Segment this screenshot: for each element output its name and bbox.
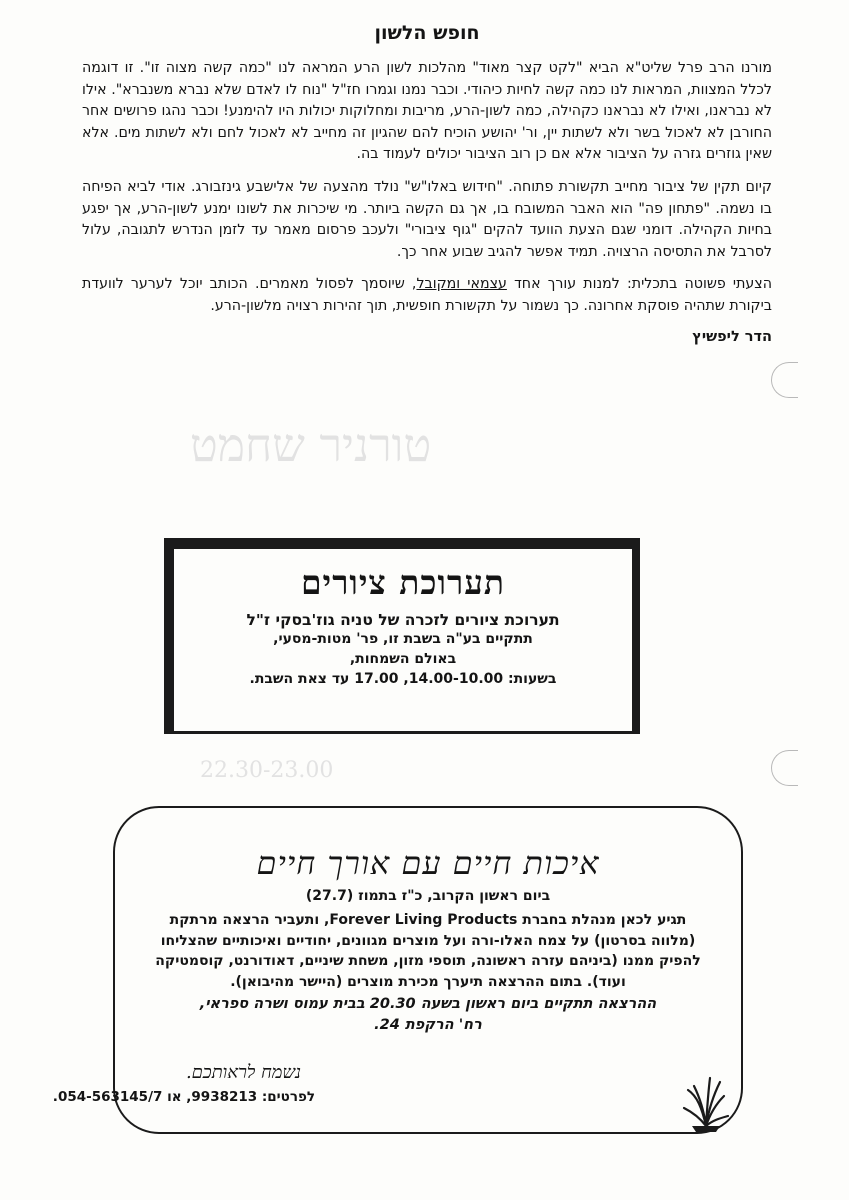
exhibition-date: תתקיים בע"ה בשבת זו, פר' מטות-מסעי, xyxy=(273,631,533,647)
lecture-title: איכות חיים עם אורך חיים xyxy=(256,844,600,882)
article xyxy=(82,22,772,345)
lecture-contact-line: לפרטים: 9938213, או 054-563145/7. xyxy=(52,1089,315,1105)
lecture-date: ביום ראשון הקרוב, כ"ז בתמוז (27.7) xyxy=(305,888,551,904)
proposal-rest: , שיוסמך לפסול מאמרים. הכותב יוכל לערער לוועדת ביקורת שתהיה פוסקת אחרונה. כך נשמור על תקשורת חופשית, תוך זהירות רצויה מלשון-הרע. xyxy=(82,276,772,314)
exhibition-title: תערוכת ציורים xyxy=(300,563,506,602)
punch-hole xyxy=(771,750,798,786)
article-paragraph-1: מורנו הרב פרל שליט"א הביא "לקט קצר מאוד" מהלכות לשון הרע המראה לנו "כמה קשה מצוה זו". זו דוגמה לכלל המצוות, המראות לנו כמה קשה לחיות כיהודי. וכבר נמנו וגמרו חז"ל "נוח לו לאדם שלא נברא משנברא". אילו לא נבראנו, ואילו לא נבראנו כקהילה, כמה לשון-הרע, מריבות ומחלוקות יכולות היו להימנע! וכבר נהגו פרושים אחר החורבן לא לאכול בשר ולא לשתות יין, ור' יהושע הוכיח להם שהגיון זה מחייב לא לאכול לחם ולא לשתות מים. אלא שאין גוזרים גזרה על הציבור אלא אם כן רוב הציבור יכולים לעמוד בה. xyxy=(82,60,772,163)
article-title: חופש הלשון xyxy=(374,22,480,44)
article-paragraph-2: קיום תקין של ציבור מחייב תקשורת פתוחה. "חידוש באלו"ש" נולד מהצעה של אלישבע גינזבורג. אודי לביא הפיחה בו נשמה. "פתחון פה" הוא האבר המשובח בו, אך גם הקשה ביותר. מי שיכרות את לשונו ימנע לשון-הרע, אך יפגע בחיות הקהילה. דומני שגם הצעת הוועד להקים "גוף ציבורי" ולעכב פרסום מאמר עד לזמן הנדרש לתגובה, עלול לסרבל את התסיסה הרצויה. תמיד אפשר להגיב שבוע אחר כך. xyxy=(82,178,772,260)
lecture-contact xyxy=(53,1088,315,1107)
lecture-box xyxy=(52,806,743,1134)
proposal-intro: הצעתי פשוטה בתכלית: למנות עורך אחד xyxy=(506,276,772,293)
lecture-venue xyxy=(115,994,741,1036)
exhibition-location: באולם השמחות, xyxy=(349,651,457,667)
lecture-venue-line-2: רח' הרקפת 24. xyxy=(374,1017,482,1033)
exhibition-box xyxy=(172,547,634,733)
punch-hole xyxy=(771,362,798,398)
article-paragraph-3 xyxy=(82,274,772,317)
lecture-venue-line-1: ההרצאה תתקיים ביום ראשון בשעה 20.30 בבית עמוס ושרה ספראי, xyxy=(199,996,657,1012)
bleed-through-time: 22.30-23.00 xyxy=(200,758,334,783)
underlined-phrase: עצמאי ומקובל xyxy=(416,276,507,293)
lecture-description: תגיע לכאן מנהלת בחברת Forever Living Products, ותעביר הרצאה מרתקת (מלווה בסרטון) על צמח האלו-ורה ועל מוצרים מגוונים, יחודיים ואיכותיים שהצליחו להפיק ממנו (ביניהם עזרה ראשונה, תוספי מזון, משחת שיניים, דאודורנט, קוסמטיקה ועוד). בתום ההרצאה תיערך מכירת מוצרים (היישר מהיבואן). xyxy=(155,912,701,990)
exhibition-hours: בשעות: 14.00-10.00, 17.00 עד צאת השבת. xyxy=(249,671,557,687)
lecture-closing: נשמח לראותכם. xyxy=(185,1062,301,1083)
article-signature: הדר ליפשיץ xyxy=(692,328,772,345)
exhibition-subtitle: תערוכת ציורים לזכרה של טניה גוז'בסקי ז"ל xyxy=(246,611,560,629)
aloe-plant-icon xyxy=(680,1068,732,1134)
bleed-through-heading: טורניר שחמט xyxy=(190,418,432,472)
